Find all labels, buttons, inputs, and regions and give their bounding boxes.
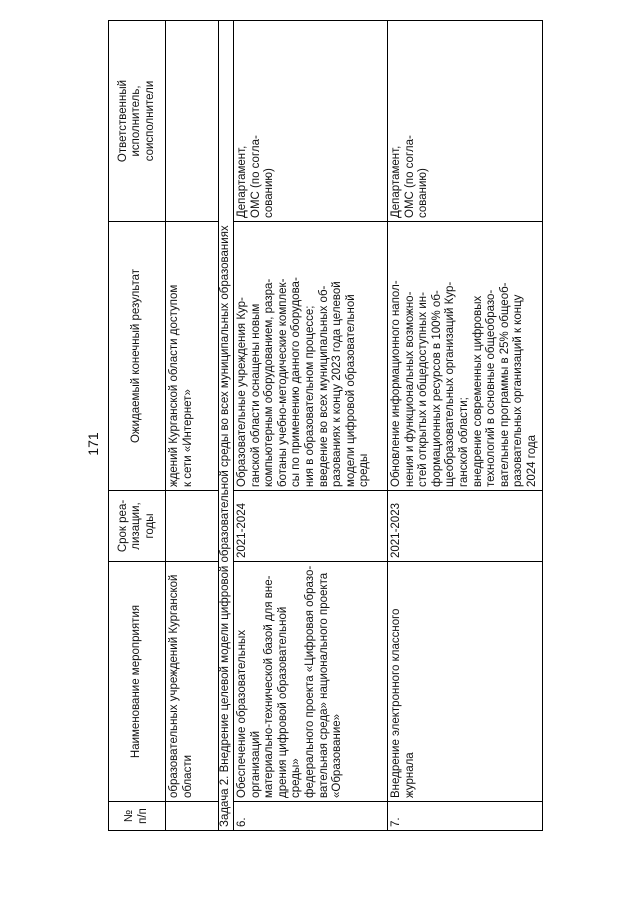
landscape-table-wrapper [108, 56, 538, 831]
cell-number: 6. [234, 802, 388, 831]
activities-table [108, 20, 543, 831]
table-row [234, 21, 388, 831]
cell-expected-result: Образовательные учреждения Кур- ганской области оснащены новым компьютерным оборудованием, разра- ботаны учебно-методические комплек- сы по применению данного оборудова- ния в образовательном процессе; введение во всех муниципальных об- разованиях к концу 2023 года целевой модели цифровой образовательной среды [234, 222, 388, 491]
table-row [388, 21, 543, 831]
task-heading: Задача 2. Внедрение целевой модели цифровой образовательной среды во всех муниципальных образованиях [219, 21, 234, 831]
cell-executor: Департамент, ОМС (по согла- сованию) [388, 21, 543, 222]
header-expected-result: Ожидаемый конечный результат [109, 222, 166, 491]
header-number: № п/п [109, 802, 166, 831]
header-executor: Ответственный исполнитель, соисполнители [109, 21, 166, 222]
cell-term [166, 491, 219, 562]
cell-expected-result: ждений Курганской области доступом к сети «Интернет» [166, 222, 219, 491]
page-number: 171 [85, 432, 101, 456]
header-activity-name: Наименование мероприятия [109, 562, 166, 802]
table-header-row [109, 21, 166, 831]
cell-number: 7. [388, 802, 543, 831]
cell-term: 2021-2024 [234, 491, 388, 562]
header-term: Срок реа- лизации, годы [109, 491, 166, 562]
cell-executor [166, 21, 219, 222]
cell-activity-name: Обеспечение образовательных организаций материально-технической базой для вне- дрения цифровой образовательной среды» федерального проекта «Цифровая образо- вательная среда» национального проекта «Образование» [234, 562, 388, 802]
rotated-page-content [108, 56, 538, 831]
cell-activity-name: Внедрение электронного классного журнала [388, 562, 543, 802]
task-row [219, 21, 234, 831]
table-row-continuation [166, 21, 219, 831]
cell-number [166, 802, 219, 831]
cell-executor: Департамент, ОМС (по согла- сованию) [234, 21, 388, 222]
cell-activity-name: образовательных учреждений Курганской области [166, 562, 219, 802]
cell-term: 2021-2023 [388, 491, 543, 562]
cell-expected-result: Обновление информационного напол- нения и функциональных возможно- стей открытых и общедоступных ин- формационных ресурсов в 100% об- щеобразовательных организаций Кур- ганской области; внедрение современных цифровых технологий в основные общеобразо- вательные программы в 25% общеоб- разовательных организаций к концу 2024 года [388, 222, 543, 491]
